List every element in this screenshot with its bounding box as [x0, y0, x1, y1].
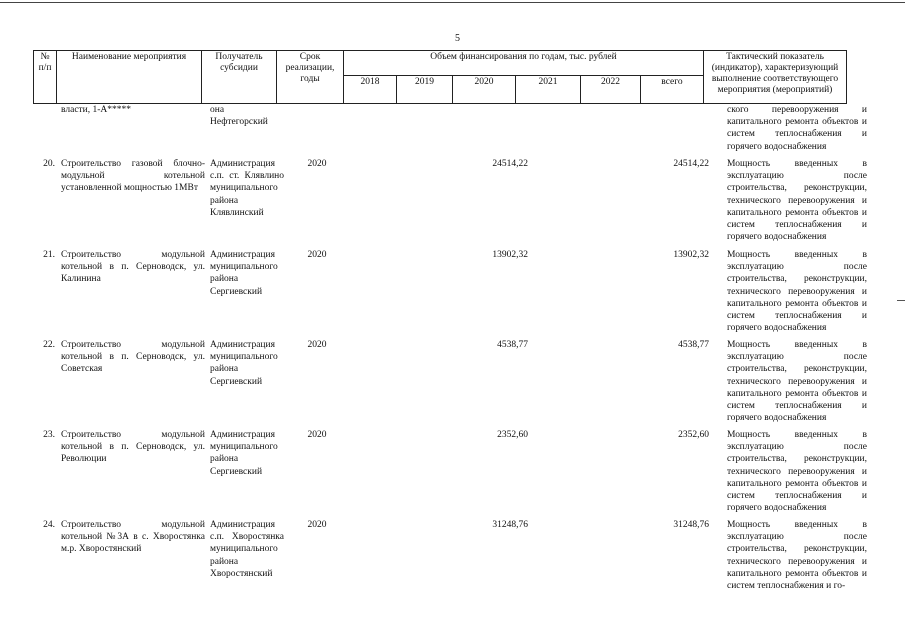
- row-num: 22.: [43, 340, 55, 350]
- row-num: 24.: [43, 520, 55, 530]
- header-indicator: Тактический показатель (индикатор), характеризующий выполнение соответствующего мероприятия (мероприятий): [704, 51, 847, 104]
- row-term: 2020: [307, 520, 327, 530]
- row-total: 31248,76: [673, 520, 709, 530]
- header-year-2021: 2021: [516, 76, 581, 104]
- row-recipient: Администрация муниципального района Сергиевский: [210, 340, 278, 387]
- header-recipient: Получатель субсидии: [202, 51, 277, 104]
- row-num: 23.: [43, 430, 55, 440]
- row-indicator: Мощность введенных в эксплуатацию после строительства, реконструкции, технического перевооружения и капитального ремонта объектов и систем теплоснабжения и горячего водоснабжения: [727, 159, 867, 243]
- row-2020: 4538,77: [497, 340, 528, 350]
- row-term: 2020: [307, 159, 327, 169]
- row-name: Строительство модульной котельной в п. Серноводск, ул. Советская: [61, 340, 205, 375]
- header-num: № п/п: [34, 51, 57, 104]
- row-name: Строительство газовой блочно-модульной котельной установленной мощностью 1МВт: [61, 159, 205, 194]
- row-term: 2020: [307, 340, 327, 350]
- row-indicator: Мощность введенных в эксплуатацию после строительства, реконструкции, технического перевооружения и капитального ремонта объектов и систем теплоснабжения и горячего водоснабжения: [727, 250, 867, 334]
- top-rule: [0, 2, 905, 3]
- row-num: 20.: [43, 159, 55, 169]
- row-recipient: Администрация с.п. ст. Клявлино муниципального района Клявлинский: [210, 159, 284, 218]
- row-indicator: Мощность введенных в эксплуатацию после строительства, реконструкции, технического перевооружения и капитального ремонта объектов и систем теплоснабжения и горячего водоснабжения: [727, 430, 867, 514]
- row-recipient: Администрация муниципального района Сергиевский: [210, 430, 278, 477]
- header-year-total: всего: [641, 76, 704, 104]
- header-name: Наименование мероприятия: [57, 51, 202, 104]
- table-header: [33, 50, 847, 104]
- header-year-2020: 2020: [453, 76, 516, 104]
- header-year-2022: 2022: [581, 76, 641, 104]
- row-recipient: Администрация с.п. Хворостянка муниципального района Хворостянский: [210, 520, 284, 579]
- carry-recipient: она Нефтегорский: [210, 105, 268, 128]
- carry-indicator: ского перевооружения и капитального ремонта объектов и систем теплоснабжения и горячего водоснабжения: [727, 105, 867, 152]
- row-name: Строительство модульной котельной в п. Серноводск, ул. Революции: [61, 430, 205, 465]
- header-year-2018: 2018: [344, 76, 397, 104]
- header-year-2019: 2019: [397, 76, 453, 104]
- row-total: 24514,22: [673, 159, 709, 169]
- row-total: 4538,77: [678, 340, 709, 350]
- row-indicator: Мощность введенных в эксплуатацию после строительства, реконструкции, технического перевооружения и капитального ремонта объектов и систем теплоснабжения и го-: [727, 520, 867, 592]
- row-term: 2020: [307, 430, 327, 440]
- row-recipient: Администрация муниципального района Сергиевский: [210, 250, 278, 297]
- row-name: Строительство модульной котельной в п. Серноводск, ул. Калинина: [61, 250, 205, 285]
- row-2020: 24514,22: [492, 159, 528, 169]
- row-2020: 31248,76: [492, 520, 528, 530]
- header-term: Срок реализации, годы: [277, 51, 344, 104]
- row-indicator: Мощность введенных в эксплуатацию после строительства, реконструкции, технического перевооружения и капитального ремонта объектов и систем теплоснабжения и горячего водоснабжения: [727, 340, 867, 424]
- header-financing: Объем финансирования по годам, тыс. рублей: [344, 51, 704, 76]
- row-num: 21.: [43, 250, 55, 260]
- row-2020: 2352,60: [497, 430, 528, 440]
- row-term: 2020: [307, 250, 327, 260]
- row-total: 13902,32: [673, 250, 709, 260]
- row-name: Строительство модульной котельной №3А в с. Хворостянка м.р. Хворостянский: [61, 520, 205, 555]
- page-number: 5: [455, 33, 460, 44]
- row-total: 2352,60: [678, 430, 709, 440]
- carry-name: власти, 1-А*****: [61, 105, 132, 115]
- scan-mark: [897, 300, 905, 301]
- row-2020: 13902,32: [492, 250, 528, 260]
